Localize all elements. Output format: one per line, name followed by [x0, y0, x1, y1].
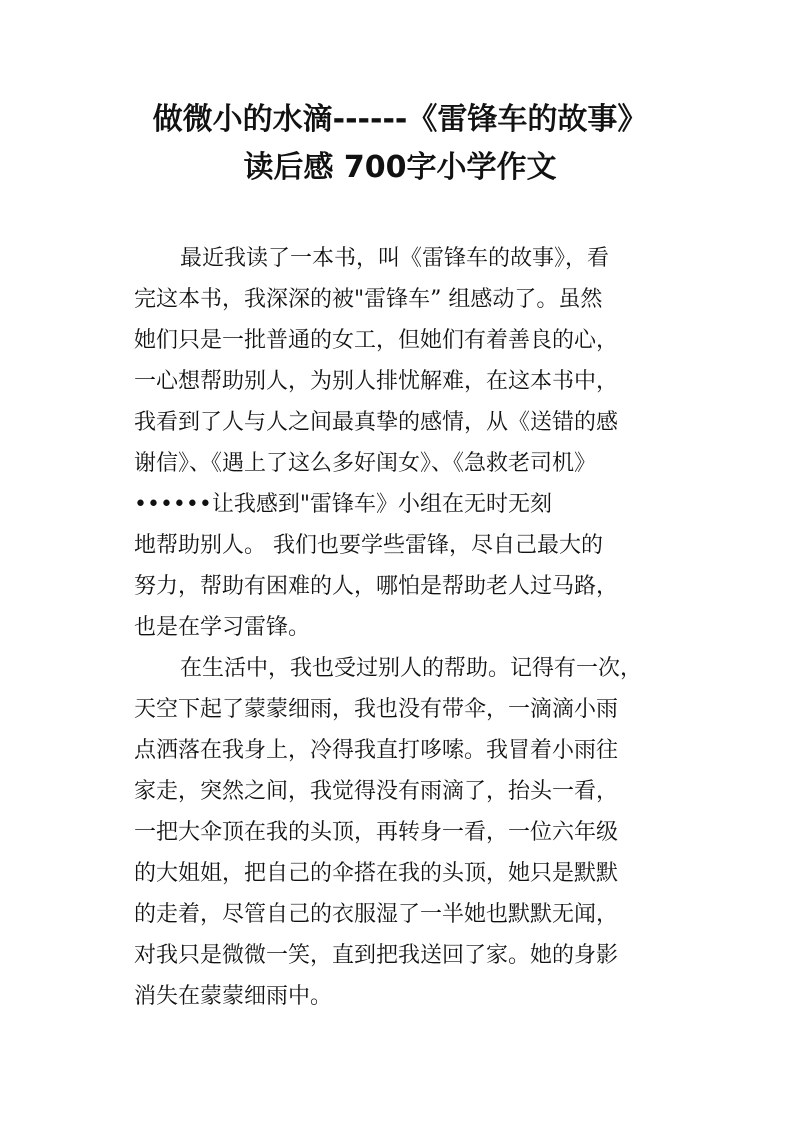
- paragraph-2-line-6: 的大姐姐，把自己的伞搭在我的头顶，她只是默默: [134, 861, 619, 886]
- paragraph-2-line-9: 消失在蒙蒙细雨中。: [134, 984, 333, 1009]
- paragraph-2-line-4: 家走，突然之间，我觉得没有雨滴了，抬头一看，: [134, 779, 619, 804]
- paragraph-2-line-7: 的走着，尽管自己的衣服湿了一半她也默默无闻，: [134, 902, 619, 927]
- paragraph-1-line-7: ••••••让我感到"雷锋车》小组在无时无刻: [134, 492, 552, 517]
- paragraph-1-line-4: 一心想帮助别人，为别人排忧解难，在这本书中，: [134, 369, 619, 394]
- title-line-1: 做微小的水滴------《雷锋车的故事》: [152, 102, 648, 137]
- paragraph-2-line-8: 对我只是微微一笑，直到把我送回了家。她的身影: [134, 943, 619, 968]
- article-title: [100, 96, 700, 192]
- paragraph-1-line-3: 她们只是一批普通的女工，但她们有着善良的心，: [134, 328, 619, 353]
- paragraph-2-line-3: 点洒落在我身上，冷得我直打哆嗦。我冒着小雨往: [134, 738, 619, 763]
- paragraph-2-line-1: 在生活中，我也受过别人的帮助。记得有一次，: [180, 656, 643, 681]
- article-body: [134, 238, 674, 1017]
- paragraph-2-line-5: 一把大伞顶在我的头顶，再转身一看，一位六年级: [134, 820, 619, 845]
- paragraph-1-line-6: 谢信》、《遇上了这么多好闺女》、《急救老司机》: [134, 451, 597, 476]
- paragraph-2-line-2: 天空下起了蒙蒙细雨，我也没有带伞，一滴滴小雨: [134, 697, 619, 722]
- paragraph-1-line-9: 努力，帮助有困难的人，哪怕是帮助老人过马路，: [134, 574, 619, 599]
- paragraph-1-line-2: 完这本书，我深深的被"雷锋车” 组感动了。虽然: [134, 287, 603, 312]
- paragraph-1-line-8: 地帮助别人。 我们也要学些雷锋，尽自己最大的: [134, 533, 603, 558]
- paragraph-1-line-10: 也是在学习雷锋。: [134, 615, 311, 640]
- paragraph-1-line-5: 我看到了人与人之间最真挚的感情，从《送错的感: [134, 410, 619, 435]
- title-line-2: 读后感 700字小学作文: [243, 150, 557, 185]
- paragraph-1-line-1: 最近我读了一本书，叫《雷锋车的故事》，看: [180, 246, 610, 271]
